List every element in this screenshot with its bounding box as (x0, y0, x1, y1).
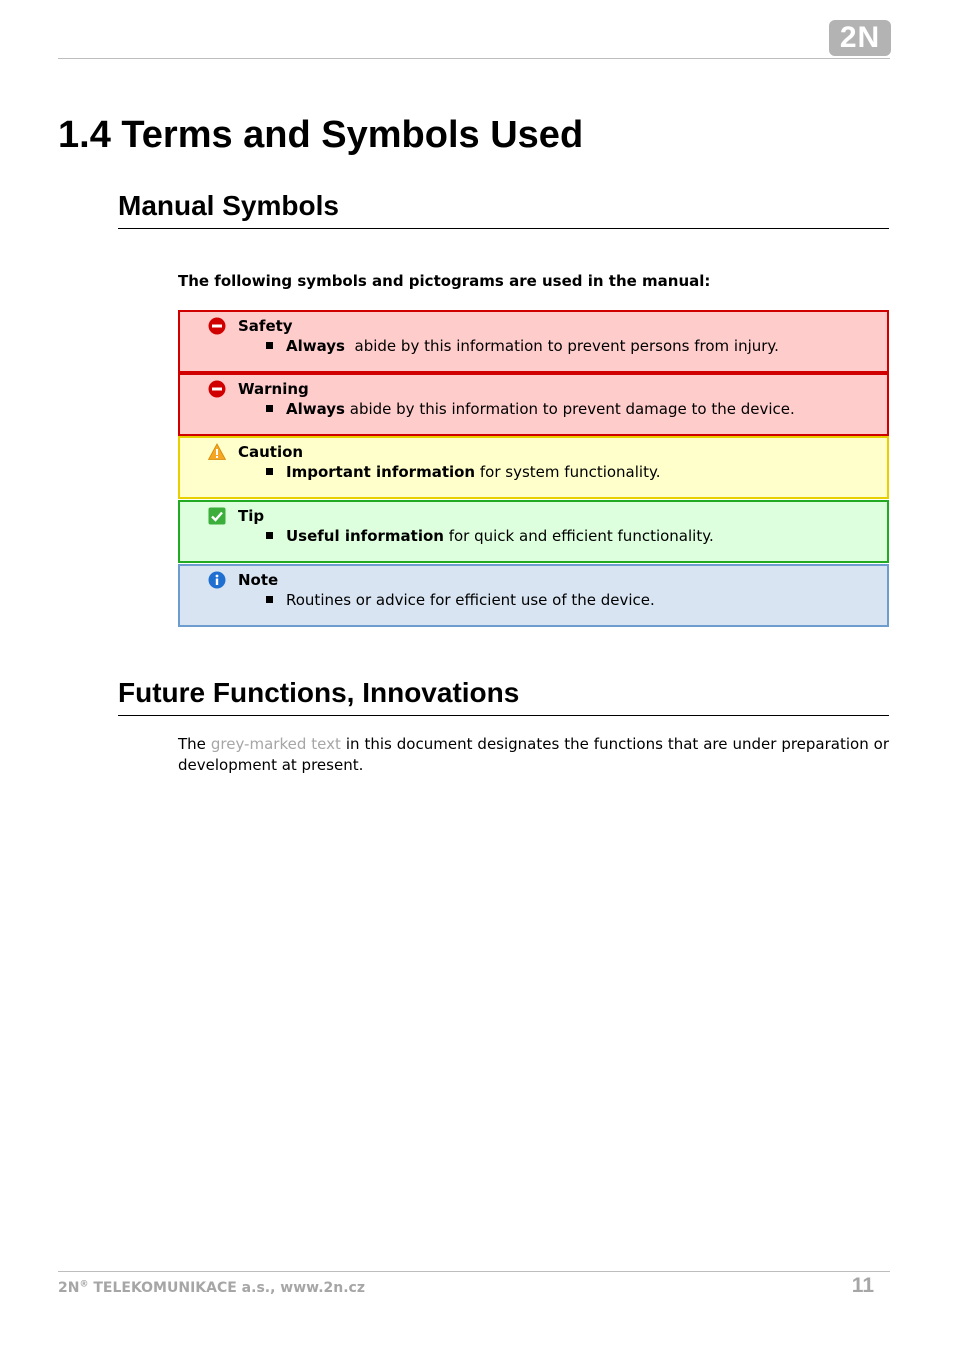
symbol-text: for quick and efficient functionality. (443, 527, 714, 545)
footer-company (58, 1279, 365, 1297)
bullet-marker (266, 532, 273, 539)
para-text-before: The (178, 735, 211, 753)
bullet-marker (266, 405, 273, 412)
symbol-text: for system functionality. (475, 463, 661, 481)
symbol-box-safety (178, 310, 889, 373)
symbol-title: Note (238, 571, 279, 589)
symbol-description (286, 399, 795, 419)
symbol-description (286, 462, 660, 482)
checkmark-icon (208, 507, 226, 525)
symbol-description (286, 336, 779, 356)
brand-logo: 2N (829, 20, 891, 56)
symbol-box-caution (178, 436, 889, 499)
bullet-marker (266, 468, 273, 475)
symbol-box-tip (178, 500, 889, 563)
bullet-marker (266, 596, 273, 603)
section-heading-manual-symbols: Manual Symbols (118, 189, 889, 229)
symbol-title: Safety (238, 317, 293, 335)
page-number: 11 (851, 1274, 874, 1297)
symbol-emphasis: Always (286, 337, 345, 355)
no-entry-icon (208, 380, 226, 398)
section-heading-future-functions: Future Functions, Innovations (118, 676, 889, 716)
symbol-title: Tip (238, 507, 265, 525)
bullet-marker (266, 342, 273, 349)
symbol-title: Warning (238, 380, 309, 398)
symbol-description (286, 590, 655, 610)
symbol-description (286, 526, 714, 546)
symbol-emphasis: Important information (286, 463, 476, 481)
para-text-after: in this document designates the functions that are under preparation or development at present. (178, 735, 894, 774)
footer-company-name: TELEKOMUNIKACE a.s., www.2n.cz (88, 1280, 365, 1296)
header-divider (58, 58, 890, 59)
registered-mark: ® (79, 1279, 89, 1290)
footer-divider (58, 1271, 890, 1272)
info-icon (208, 571, 226, 589)
symbol-emphasis: Useful information (286, 527, 444, 545)
no-entry-icon (208, 317, 226, 335)
grey-marked-text: grey-marked text (210, 735, 341, 753)
page-title: 1.4 Terms and Symbols Used (58, 114, 584, 156)
symbol-text: Routines or advice for efficient use of the device. (286, 591, 655, 609)
warning-triangle-icon (208, 443, 226, 461)
symbol-box-warning (178, 373, 889, 436)
symbol-box-note (178, 564, 889, 627)
future-functions-paragraph (178, 734, 894, 776)
symbol-emphasis: Always (286, 400, 345, 418)
symbol-title: Caution (238, 443, 304, 461)
footer-brand: 2N (58, 1280, 80, 1296)
symbol-text: abide by this information to prevent damage to the device. (344, 400, 795, 418)
symbol-text: abide by this information to prevent persons from injury. (344, 337, 779, 355)
intro-text: The following symbols and pictograms are used in the manual: (178, 272, 711, 290)
